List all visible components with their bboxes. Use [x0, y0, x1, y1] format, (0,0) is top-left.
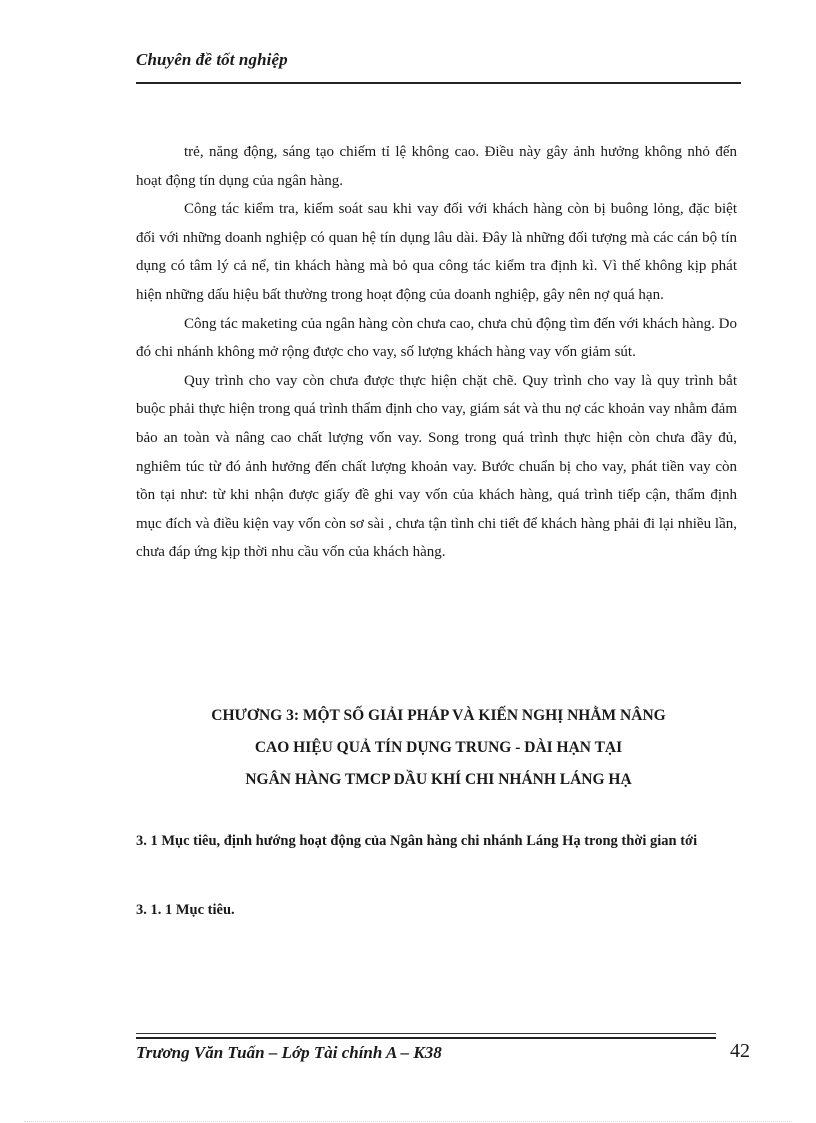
chapter-heading-line-2: CAO HIỆU QUẢ TÍN DỤNG TRUNG - DÀI HẠN TẠI: [254, 739, 623, 756]
section-heading: 3. 1 Mục tiêu, định hướng hoạt động của Ngân hàng chi nhánh Láng Hạ trong thời gian tới: [136, 833, 698, 849]
footer-divider-thick: [136, 1037, 716, 1039]
header-title: Chuyên đề tốt nghiệp: [136, 50, 288, 69]
subsection-heading: 3. 1. 1 Mục tiêu.: [136, 902, 235, 918]
paragraph-3: Công tác maketing của ngân hàng còn chưa cao, chưa chủ động tìm đến với khách hàng. Do đó chi nhánh không mở rộng được cho vay, số lượng khách hàng vay vốn giảm sút.: [136, 315, 737, 361]
chapter-heading: [136, 700, 741, 796]
page-edge-divider: [24, 1121, 792, 1122]
paragraph-2: Công tác kiểm tra, kiểm soát sau khi vay đối với khách hàng còn bị buông lỏng, đặc biệt đối với những doanh nghiệp có quan hệ tín dụng lâu dài. Đây là những đối tượng mà các cán bộ tín dụng có tâm lý cả nể, tin khách hàng mà bỏ qua công tác kiểm tra định kì. Vì thế không kịp phát hiện những dấu hiệu bất thường trong hoạt động của doanh nghiệp, gây nên nợ quá hạn.: [136, 201, 737, 303]
chapter-heading-line-1: CHƯƠNG 3: MỘT SỐ GIẢI PHÁP VÀ KIẾN NGHỊ NHẰM NÂNG: [211, 707, 666, 724]
paragraph-4: Quy trình cho vay còn chưa được thực hiện chặt chẽ. Quy trình cho vay là quy trình bắt buộc phải thực hiện trong quá trình thẩm định cho vay, giám sát và thu nợ các khoản vay nhằm đảm bảo an toàn và nâng cao chất lượng vốn vay. Song trong quá trình thực hiện còn chưa đầy đủ, nghiêm túc từ đó ảnh hưởng đến chất lượng khoản vay. Bước chuẩn bị cho vay, phát tiền vay còn tồn tại như: từ khi nhận được giấy đề ghi vay vốn của khách hàng, quá trình tiếp cận, thẩm định mục đích và điều kiện vay vốn còn sơ sài , chưa tận tình chi tiết để khách hàng phải đi lại nhiều lần, chưa đáp ứng kịp thời nhu cầu vốn của khách hàng.: [136, 372, 737, 561]
footer-divider-thin: [136, 1033, 716, 1034]
body-text: [136, 138, 737, 567]
chapter-heading-line-3: NGÂN HÀNG TMCP DẦU KHÍ CHI NHÁNH LÁNG HẠ: [245, 771, 632, 788]
page-number: 42: [730, 1040, 750, 1062]
header-divider: [136, 82, 741, 84]
footer-author: Trương Văn Tuấn – Lớp Tài chính A – K38: [136, 1043, 442, 1062]
paragraph-1: trẻ, năng động, sáng tạo chiếm tỉ lệ không cao. Điều này gây ảnh hưởng không nhỏ đến hoạt động tín dụng của ngân hàng.: [136, 144, 737, 189]
